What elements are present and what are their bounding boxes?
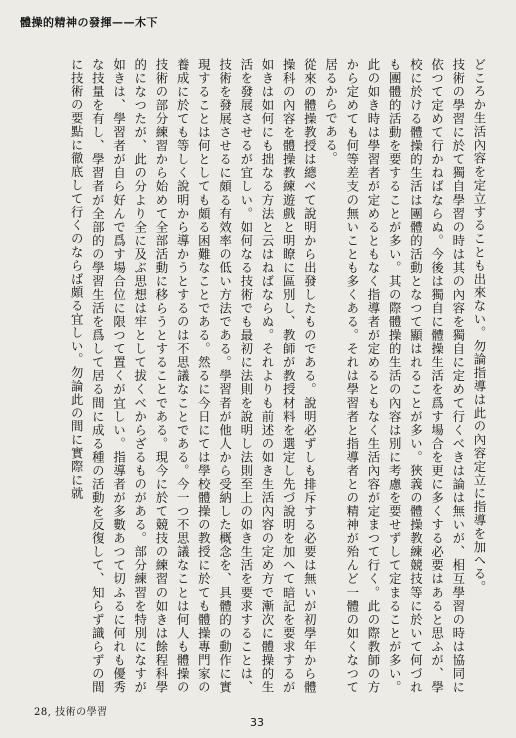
paragraph-1: どころか生活內容を定立することも出來ない。勿論指導は此の內容定立に指導を加へる。: [472, 58, 487, 594]
paragraph-2: 技術の學習に於て獨自學習の時は其の內容を獨自に定めて行くべきは論は無いが、相互學習の時は協同に依つて定めて行かねばならぬ。今後は獨自に體操生活を爲す場合を更に多くする必要はあると思ふが、學校に於ける體操的生活は團體的活動となつて顯はれることが多い。狹義の體操教練競技等に於いて何づれも團體的活動を要することが多い。其の際體操的生活の內容は別に考慮を要せずして定まることが多い。此の如き時は學習者が定めるともなく指導者が定めるともなく生活內容が定まつて行く。此の際教師の方から定めても何等差支の無いことも多くある。それは學習者と指導者との精神が殆んど一體の如くなつて居るからである。: [323, 58, 466, 694]
body-text: [34, 58, 490, 694]
page-number: 33: [250, 716, 264, 729]
running-header: 體操的精神の發揮——木下: [20, 16, 158, 29]
paragraph-3: 從來の體操教授は總べて說明から出發したものである。說明必ずしも排斥する必要は無いが初學年から體操科の內容を體操教練遊戲と明瞭に區別し、教師が教授材料を選定し先づ說明を加へて暗記を要求するが如きは如何にも拙なる方法と云はねばならぬ。それよりも前述の如き生活內容の定め方で漸次に體操的生活を發展させるが宜しい。如何なる技術でも最初に法則を說明し法則至上の如き生活を要求することは、技術を發展させるに頗る有效率の低い方法である。學習者が他人から受納した概念を、具體的の動作に實現することは何としても頗る困難なことである。然るに今日にては學校體操の教授に於ても體操專門家の養成に於ても等しく說明から導かうとするのは不思議なことである。今一つ不思議なことは何人も體操の技術の部分練習から始めて全部活動に移らうとすることである。現今に於て競技の練習の如きは餘程科學的になつたが、此の分より全に及ぶ思想は牢として拔くべからざるものがある。部分練習を特別になすが如きは、學習者が自ら好んで爲す場合位に限つて置くが宜しい。指導者が多數あつて切ふるに何れも優秀な技量を有し、學習者が全部的の學習生活を爲して居る間に成る種の活動を反復して、知らず識らずの間に技術の要點に徹底して行くのならば頗る宜しい。勿論此の間に實際に就: [69, 58, 318, 694]
section-caption: 28, 技術の學習: [34, 707, 108, 718]
